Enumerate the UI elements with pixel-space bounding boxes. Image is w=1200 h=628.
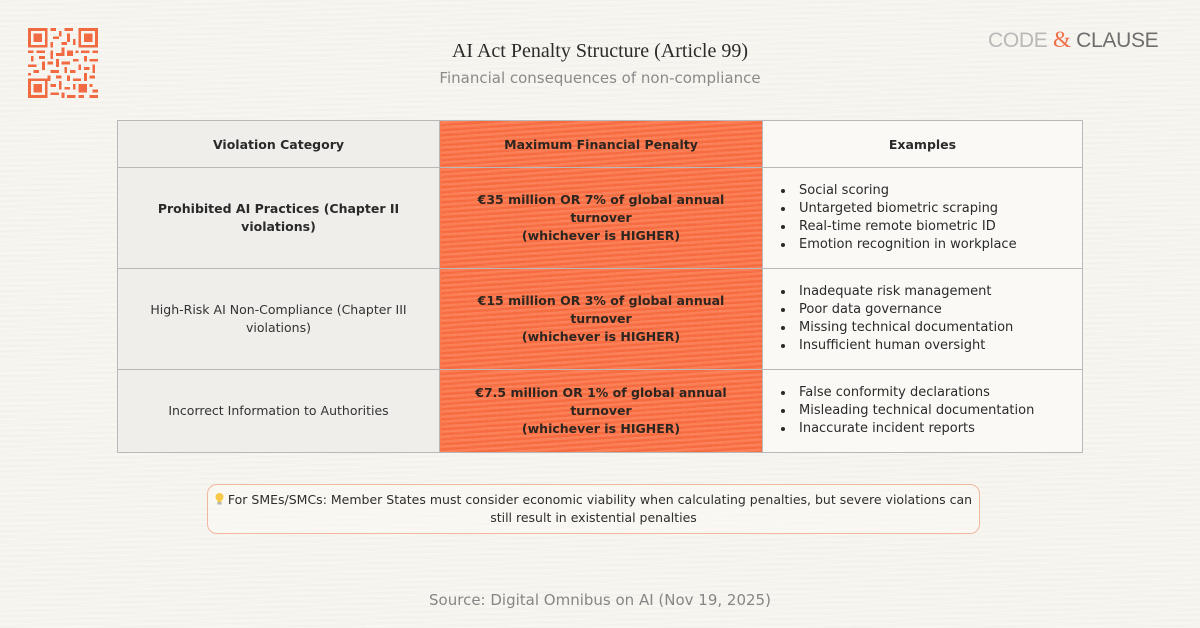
page-title: AI Act Penalty Structure (Article 99) <box>451 40 749 62</box>
list-item: • Social scoring <box>795 182 1068 200</box>
examples-list <box>777 283 1068 355</box>
brand-ampersand: & <box>1053 27 1071 52</box>
column-header-category: Violation Category <box>118 121 440 168</box>
lightbulb-icon <box>215 493 224 505</box>
table-row <box>118 269 1083 370</box>
list-item: • Real-time remote biometric ID <box>795 218 1068 236</box>
violation-category: Prohibited AI Practices (Chapter II violations) <box>157 201 400 234</box>
column-header-examples: Examples <box>763 121 1083 168</box>
sme-note-text: For SMEs/SMCs: Member States must consider economic viability when calculating penalties, but severe violations can still result in existential penalties <box>227 492 973 525</box>
examples-list <box>777 182 1068 254</box>
sme-note-callout <box>207 484 980 534</box>
column-header-penalty: Maximum Financial Penalty <box>440 121 763 168</box>
penalty-amount: €15 million OR 3% of global annual turnover (whichever is HIGHER) <box>477 293 725 344</box>
list-item: • Emotion recognition in workplace <box>795 236 1068 254</box>
penalty-amount: €7.5 million OR 1% of global annual turnover (whichever is HIGHER) <box>475 385 727 436</box>
violation-category: Incorrect Information to Authorities <box>168 403 389 418</box>
list-item: • Inaccurate incident reports <box>795 420 1068 438</box>
source-citation: Source: Digital Omnibus on AI (Nov 19, 2025) <box>429 591 771 609</box>
qr-code-icon <box>28 28 98 98</box>
violation-category: High-Risk AI Non-Compliance (Chapter III violations) <box>150 302 407 335</box>
table-row <box>118 370 1083 453</box>
list-item: • Untargeted biometric scraping <box>795 200 1068 218</box>
penalty-amount: €35 million OR 7% of global annual turnover (whichever is HIGHER) <box>477 192 725 243</box>
table-row <box>118 168 1083 269</box>
brand-code: CODE <box>988 29 1054 52</box>
list-item: • Poor data governance <box>795 301 1068 319</box>
table-header-row <box>118 121 1083 168</box>
penalty-table <box>117 120 1083 453</box>
list-item: • Inadequate risk management <box>795 283 1068 301</box>
list-item: • Missing technical documentation <box>795 319 1068 337</box>
list-item: • Insufficient human oversight <box>795 337 1068 355</box>
page-subtitle: Financial consequences of non-compliance <box>439 69 761 87</box>
list-item: • Misleading technical documentation <box>795 402 1068 420</box>
brand-clause: CLAUSE <box>1070 29 1159 52</box>
list-item: • False conformity declarations <box>795 384 1068 402</box>
examples-list <box>777 384 1068 438</box>
